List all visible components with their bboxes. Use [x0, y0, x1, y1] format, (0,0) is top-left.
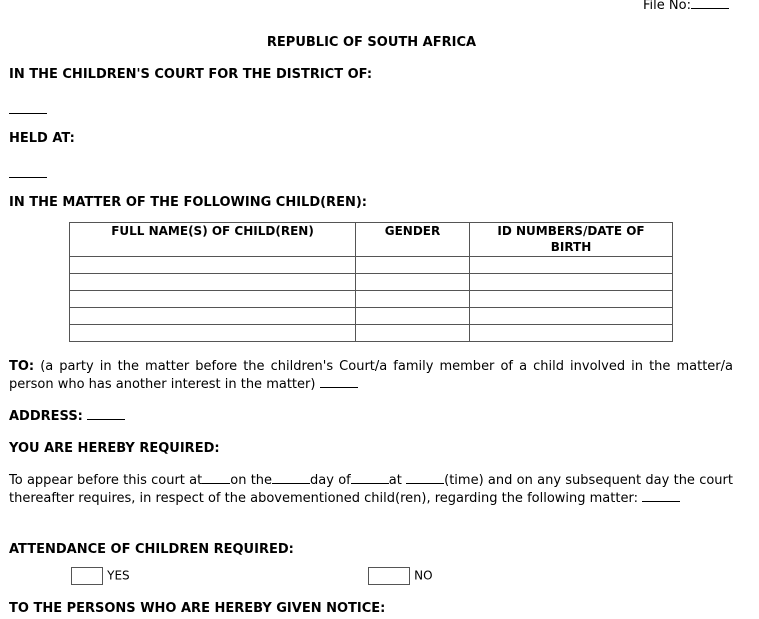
district-label: IN THE CHILDREN'S COURT FOR THE DISTRICT OF: [9, 67, 373, 82]
column-header-full-name: FULL NAME(S) OF CHILD(REN) [70, 223, 356, 257]
children-table [69, 222, 673, 342]
time-text: (time) and on any subsequent day the court thereafter requires, in respect of the abovementioned child(ren), regarding the following matter: [9, 473, 733, 506]
cell-id-dob[interactable] [470, 325, 673, 342]
cell-gender[interactable] [356, 308, 470, 325]
cell-full-name[interactable] [70, 325, 356, 342]
no-checkbox[interactable] [368, 567, 410, 585]
cell-full-name[interactable] [70, 274, 356, 291]
cell-full-name[interactable] [70, 291, 356, 308]
to-field[interactable] [320, 386, 358, 388]
cell-gender[interactable] [356, 291, 470, 308]
cell-full-name[interactable] [70, 308, 356, 325]
cell-id-dob[interactable] [470, 308, 673, 325]
cell-full-name[interactable] [70, 257, 356, 274]
file-number-field[interactable] [691, 7, 729, 9]
matter-field[interactable] [642, 500, 680, 502]
time-field[interactable] [406, 482, 444, 484]
table-row [70, 257, 673, 274]
table-row [70, 291, 673, 308]
on-the-text: on the [230, 473, 273, 488]
cell-id-dob[interactable] [470, 257, 673, 274]
notice-heading: TO THE PERSONS WHO ARE HEREBY GIVEN NOTICE: [9, 601, 386, 616]
yes-checkbox[interactable] [71, 567, 103, 585]
cell-gender[interactable] [356, 274, 470, 291]
address-row [9, 409, 125, 424]
column-header-id-dob: ID NUMBERS/DATE OF BIRTH [470, 223, 673, 257]
file-number [643, 0, 729, 13]
no-label: NO [414, 568, 433, 583]
month-field[interactable] [351, 482, 389, 484]
cell-gender[interactable] [356, 257, 470, 274]
at-text: at [388, 473, 402, 488]
district-field[interactable] [9, 113, 47, 114]
appear-text: To appear before this court at [9, 473, 203, 488]
attendance-no-option[interactable] [368, 567, 433, 585]
cell-id-dob[interactable] [470, 291, 673, 308]
file-number-label: File No: [643, 0, 691, 13]
held-at-field[interactable] [9, 177, 47, 178]
table-row [70, 308, 673, 325]
to-description: (a party in the matter before the children's Court/a family member of a child involved in the matter/a person who has another interest in the matter) [9, 359, 733, 392]
children-matter-label: IN THE MATTER OF THE FOLLOWING CHILD(REN): [9, 195, 367, 210]
attendance-heading: ATTENDANCE OF CHILDREN REQUIRED: [9, 542, 294, 557]
day-of-text: day of [310, 473, 351, 488]
cell-gender[interactable] [356, 325, 470, 342]
address-label: ADDRESS: [9, 409, 83, 424]
day-field[interactable] [272, 482, 310, 484]
column-header-gender: GENDER [356, 223, 470, 257]
to-label: TO: [9, 359, 35, 374]
table-header-row [70, 223, 673, 257]
cell-id-dob[interactable] [470, 274, 673, 291]
held-at-label: HELD AT: [9, 131, 75, 146]
address-field[interactable] [87, 418, 125, 420]
table-row [70, 274, 673, 291]
to-paragraph [9, 358, 733, 394]
required-paragraph [9, 472, 733, 508]
attendance-yes-option[interactable] [71, 567, 130, 585]
document-title: REPUBLIC OF SOUTH AFRICA [266, 35, 477, 50]
table-row [70, 325, 673, 342]
yes-label: YES [107, 568, 130, 583]
required-heading: YOU ARE HEREBY REQUIRED: [9, 441, 220, 456]
court-location-field[interactable] [202, 482, 230, 484]
